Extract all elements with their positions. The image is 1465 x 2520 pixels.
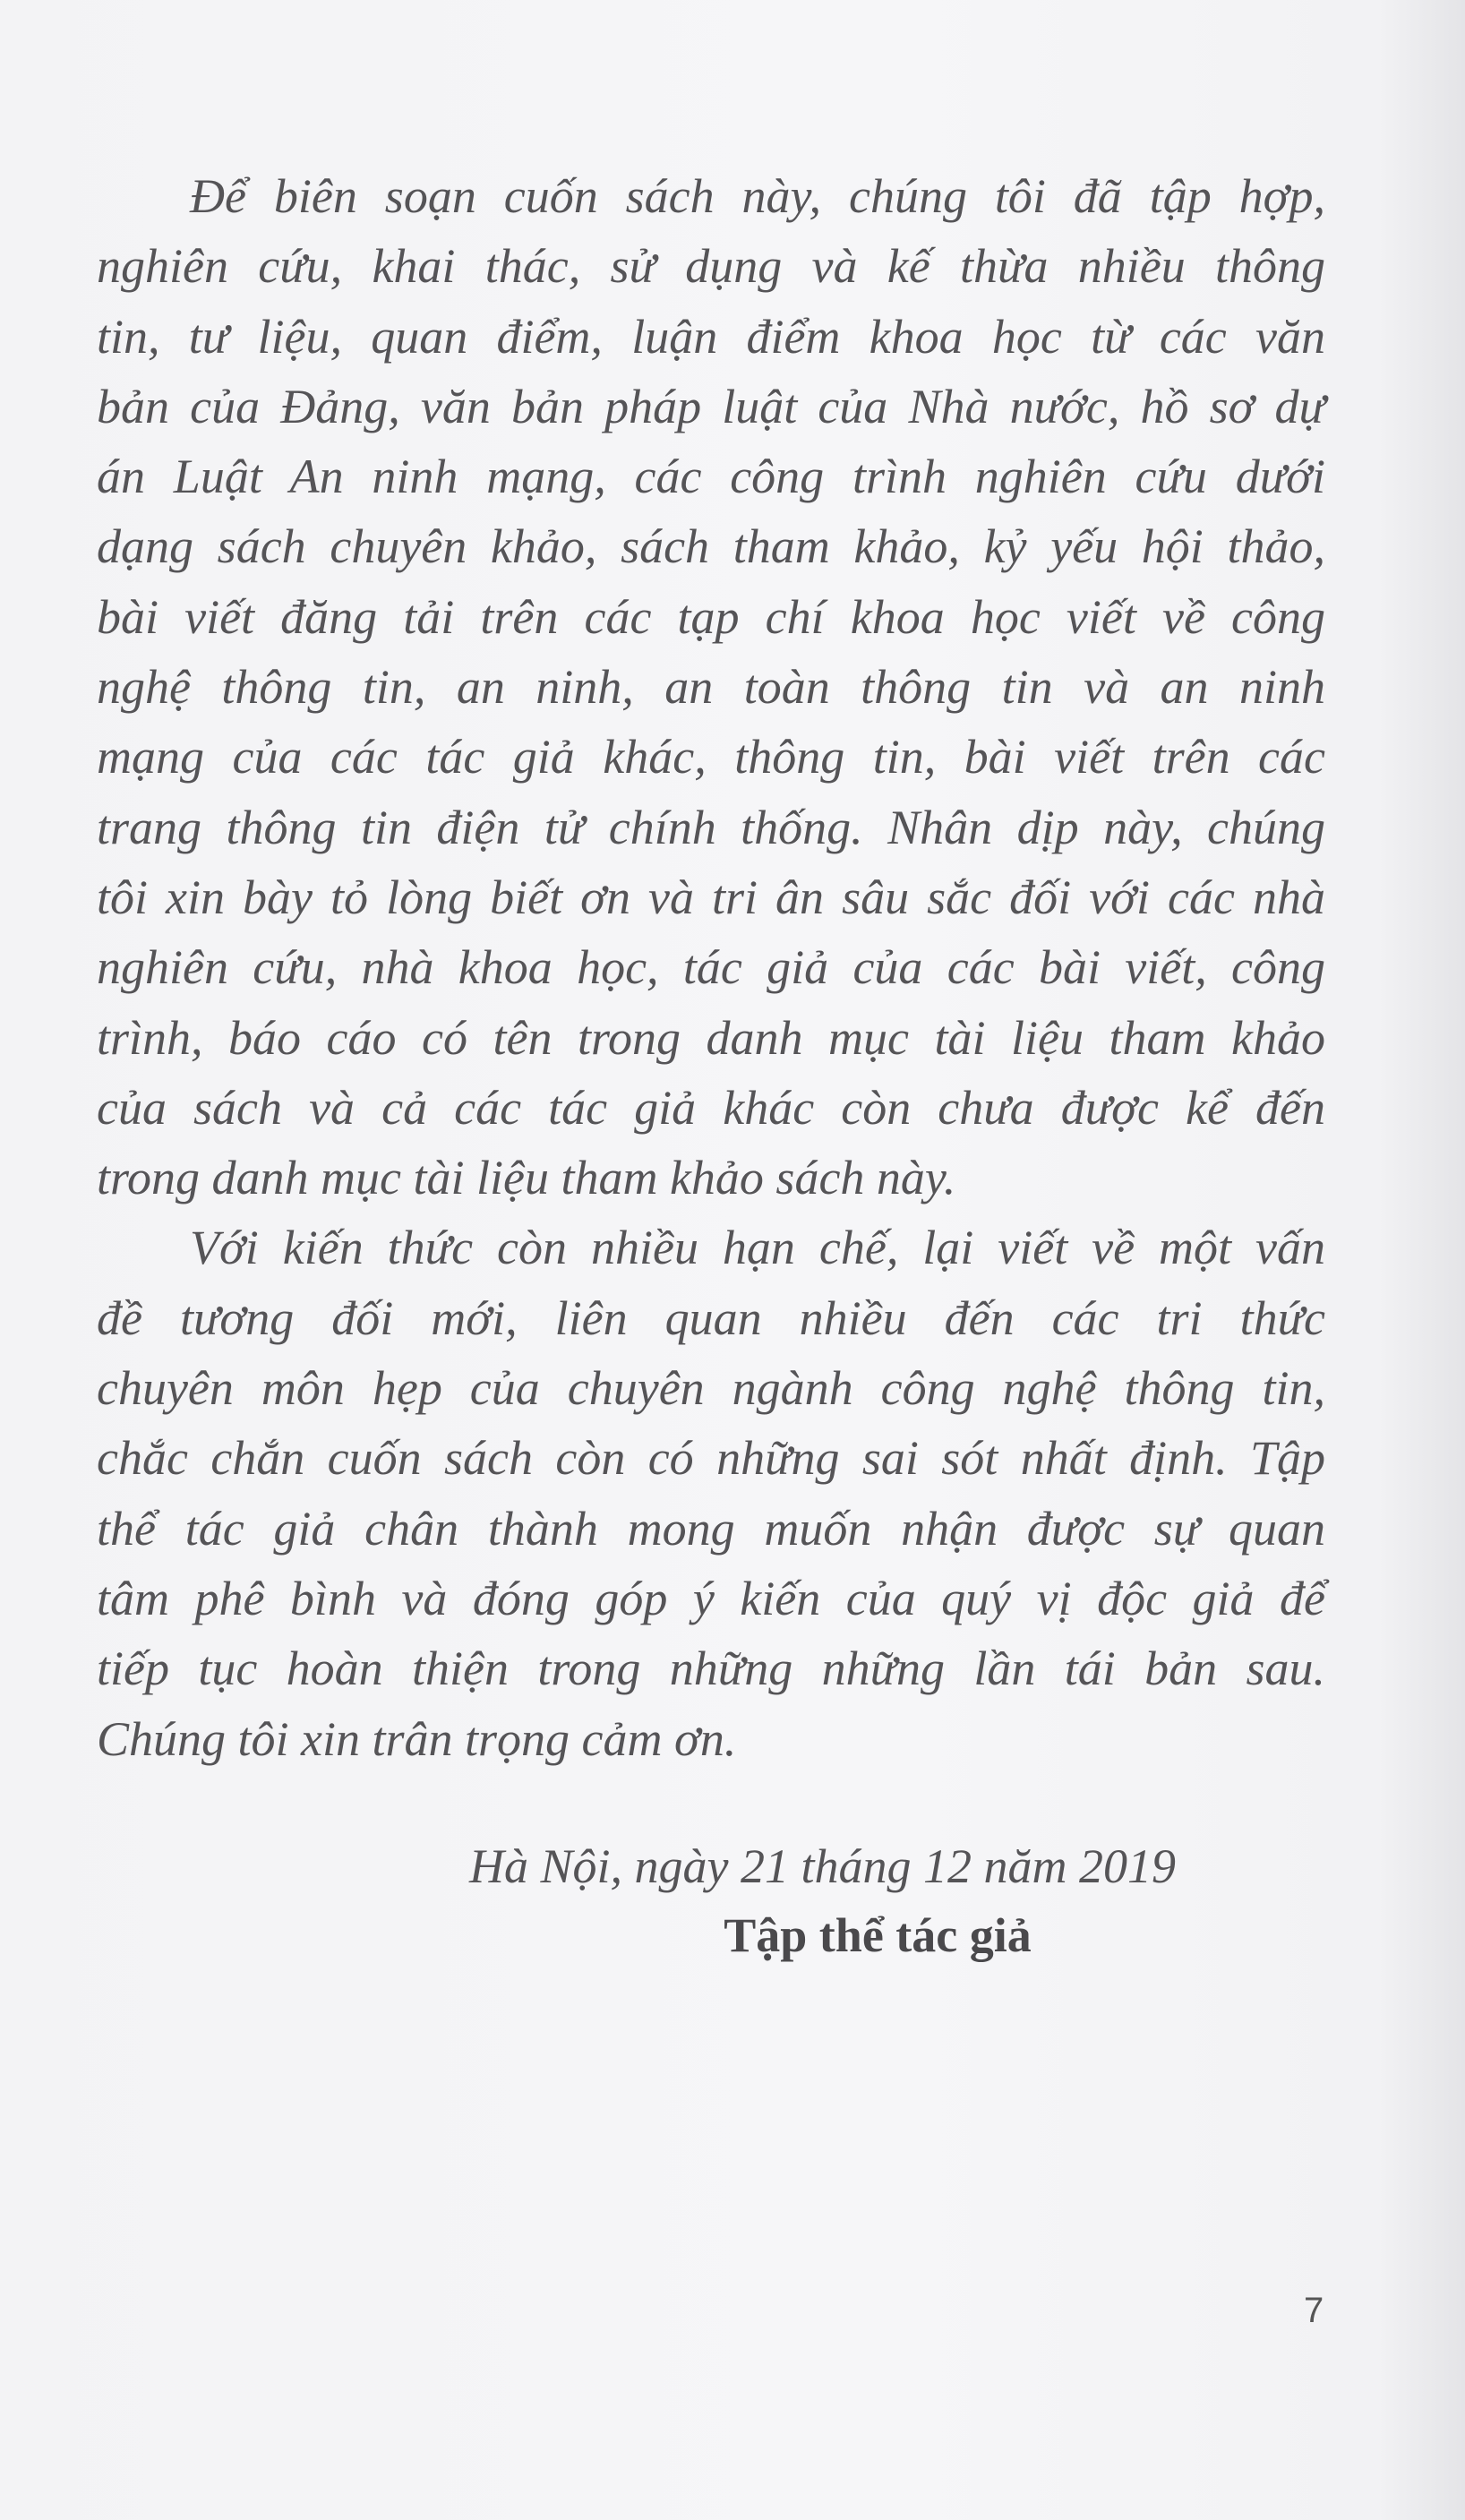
page-number: 7: [1304, 2291, 1324, 2330]
text-line: tin, tư liệu, quan điểm, luận điểm khoa học từ các văn: [97, 309, 1325, 364]
text-line: thể tác giả chân thành mong muốn nhận được sự quan: [97, 1501, 1325, 1556]
text-line: Chúng tôi xin trân trọng cảm ơn.: [97, 1711, 737, 1766]
text-line: bản của Đảng, văn bản pháp luật của Nhà nước, hồ sơ dự: [97, 379, 1325, 433]
text-line: đề tương đối mới, liên quan nhiều đến các tri thức: [97, 1290, 1325, 1345]
paragraph-2: [97, 1213, 1325, 1773]
text-line: tiếp tục hoàn thiện trong những những lần tái bản sau.: [97, 1641, 1325, 1696]
text-line: của sách và cả các tác giả khác còn chưa được kể đến: [97, 1080, 1325, 1135]
text-line: trang thông tin điện tử chính thống. Nhân dịp này, chúng: [97, 800, 1325, 854]
body-text: [97, 161, 1325, 1774]
text-line: nghệ thông tin, an ninh, an toàn thông tin và an ninh: [97, 660, 1325, 715]
signature: Tập thể tác giả: [724, 1908, 1032, 1962]
text-line: Với kiến thức còn nhiều hạn chế, lại viết về một vấn: [190, 1221, 1325, 1275]
text-line: chuyên môn hẹp của chuyên ngành công nghệ thông tin,: [97, 1361, 1325, 1416]
paragraph-1: [97, 161, 1325, 1213]
text-line: trình, báo cáo có tên trong danh mục tài liệu tham khảo: [97, 1010, 1325, 1065]
text-line: tôi xin bày tỏ lòng biết ơn và tri ân sâu sắc đối với các nhà: [97, 870, 1325, 924]
text-line: mạng của các tác giả khác, thông tin, bài viết trên các: [97, 730, 1325, 784]
text-line: tâm phê bình và đóng góp ý kiến của quý vị độc giả để: [97, 1571, 1325, 1625]
text-line: trong danh mục tài liệu tham khảo sách này.: [97, 1151, 956, 1205]
text-line: Để biên soạn cuốn sách này, chúng tôi đã tập hợp,: [190, 169, 1325, 223]
text-line: chắc chắn cuốn sách còn có những sai sót nhất định. Tập: [97, 1431, 1325, 1486]
text-line: dạng sách chuyên khảo, sách tham khảo, kỷ yếu hội thảo,: [97, 519, 1325, 574]
text-line: án Luật An ninh mạng, các công trình nghiên cứu dưới: [97, 450, 1325, 504]
text-line: nghiên cứu, khai thác, sử dụng và kế thừa nhiều thông: [97, 239, 1325, 294]
place-date: Hà Nội, ngày 21 tháng 12 năm 2019: [469, 1839, 1176, 1893]
text-line: nghiên cứu, nhà khoa học, tác giả của các bài viết, công: [97, 940, 1325, 995]
text-line: bài viết đăng tải trên các tạp chí khoa học viết về công: [97, 589, 1325, 644]
